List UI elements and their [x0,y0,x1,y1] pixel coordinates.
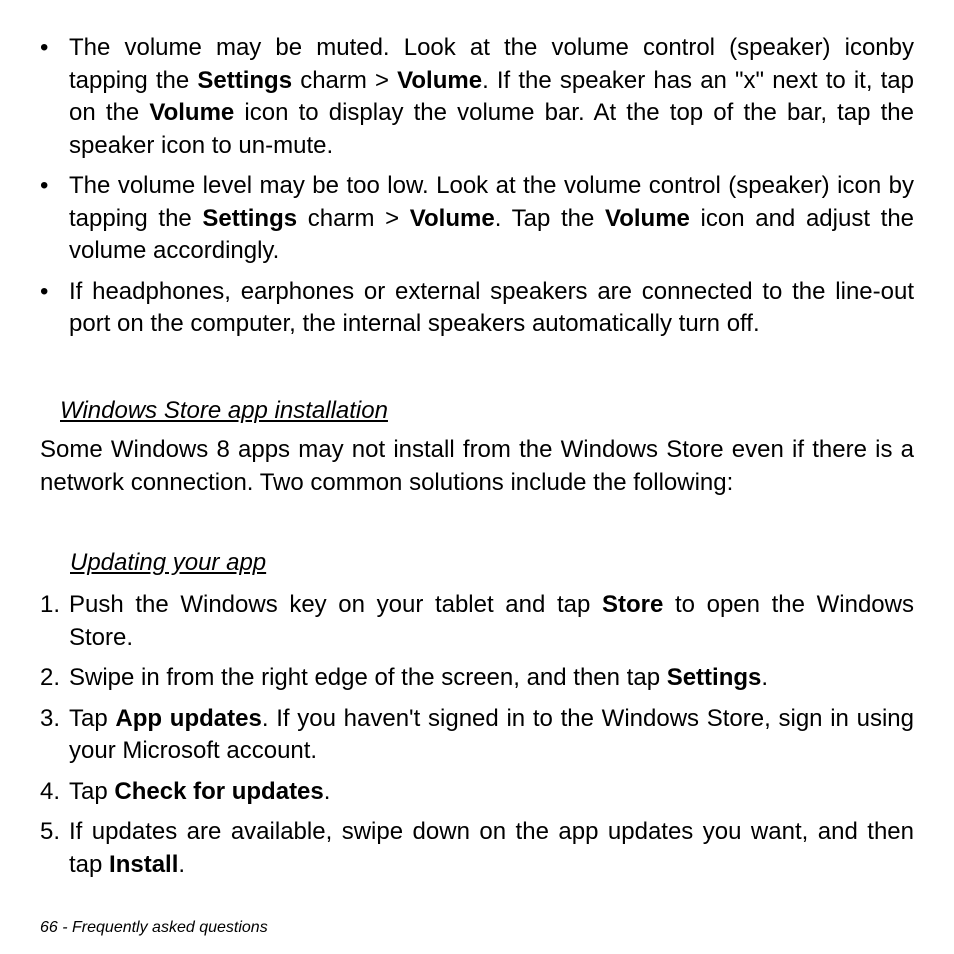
bold-term: Settings [202,204,298,232]
bold-term: Install [109,850,179,878]
step-number: 3. [40,704,61,732]
step-number: 4. [40,777,61,805]
step-item [40,703,914,768]
step-text: . If you haven't signed in to the Windows Store, sign in using your Microsoft account. [69,704,914,764]
bullet-text: icon to display the volume bar. At the top of the bar, tap the speaker icon to un-mute. [69,99,915,159]
section-paragraph: Some Windows 8 apps may not install from the Windows Store even if there is a network connection. Two common solutions include the following: [40,436,914,496]
step-text: . [178,850,186,878]
bullet-item-low-volume [40,170,914,268]
step-number: 5. [40,818,61,845]
bold-term: Volume [149,99,235,126]
bullet-text: . If the speaker has an "x" next to it, tap on the [69,66,915,126]
section-heading: Windows Store app installation [60,397,388,424]
bullet-text: charm > [292,66,398,94]
bullet-mark: • [40,172,49,199]
step-text: Push the Windows key on your tablet and tap [69,591,602,618]
bullet-item-headphones [40,276,914,341]
step-number: 2. [40,664,61,691]
step-item [40,589,914,654]
bold-term: Settings [197,66,293,94]
update-steps-list [40,589,914,889]
bullet-mark: • [40,34,49,61]
bullet-text: icon and adjust the volume accordingly. [69,204,915,264]
subsection-heading: Updating your app [70,549,267,576]
bold-term: Settings [666,664,762,691]
step-item [40,776,914,809]
step-text: Tap [69,704,116,732]
bold-term: Store [601,591,664,618]
step-text: Tap [69,777,115,805]
bold-term: Check for updates [114,777,324,805]
bullet-text: The volume level may be too low. Look at the volume control (speaker) icon by tapping the [69,172,914,232]
bullet-mark: • [40,277,49,305]
bold-term: App updates [115,704,262,732]
step-item [40,816,914,881]
bullet-text: The volume may be muted. Look at the volume control (speaker) iconby tapping the [69,34,914,94]
step-text: Swipe in from the right edge of the screen, and then tap [69,664,667,691]
step-item [40,662,914,695]
bullet-text: If headphones, earphones or external speakers are connected to the line-out port on the computer, the internal speakers automatically turn off. [69,277,914,337]
step-text: . [323,777,331,805]
bullet-item-muted [40,32,914,162]
troubleshooting-bullet-list [40,32,914,349]
step-text: If updates are available, swipe down on the app updates you want, and then tap [69,818,914,878]
step-text: . [761,664,769,691]
bold-term: Volume [604,204,690,232]
bold-term: Volume [397,66,483,94]
bullet-text: . Tap the [494,204,605,232]
step-number: 1. [40,591,61,618]
page-footer: 66 - Frequently asked questions [40,919,268,936]
bold-term: Volume [409,204,495,232]
bullet-text: charm > [297,204,410,232]
step-text: to open the Windows Store. [69,591,914,651]
